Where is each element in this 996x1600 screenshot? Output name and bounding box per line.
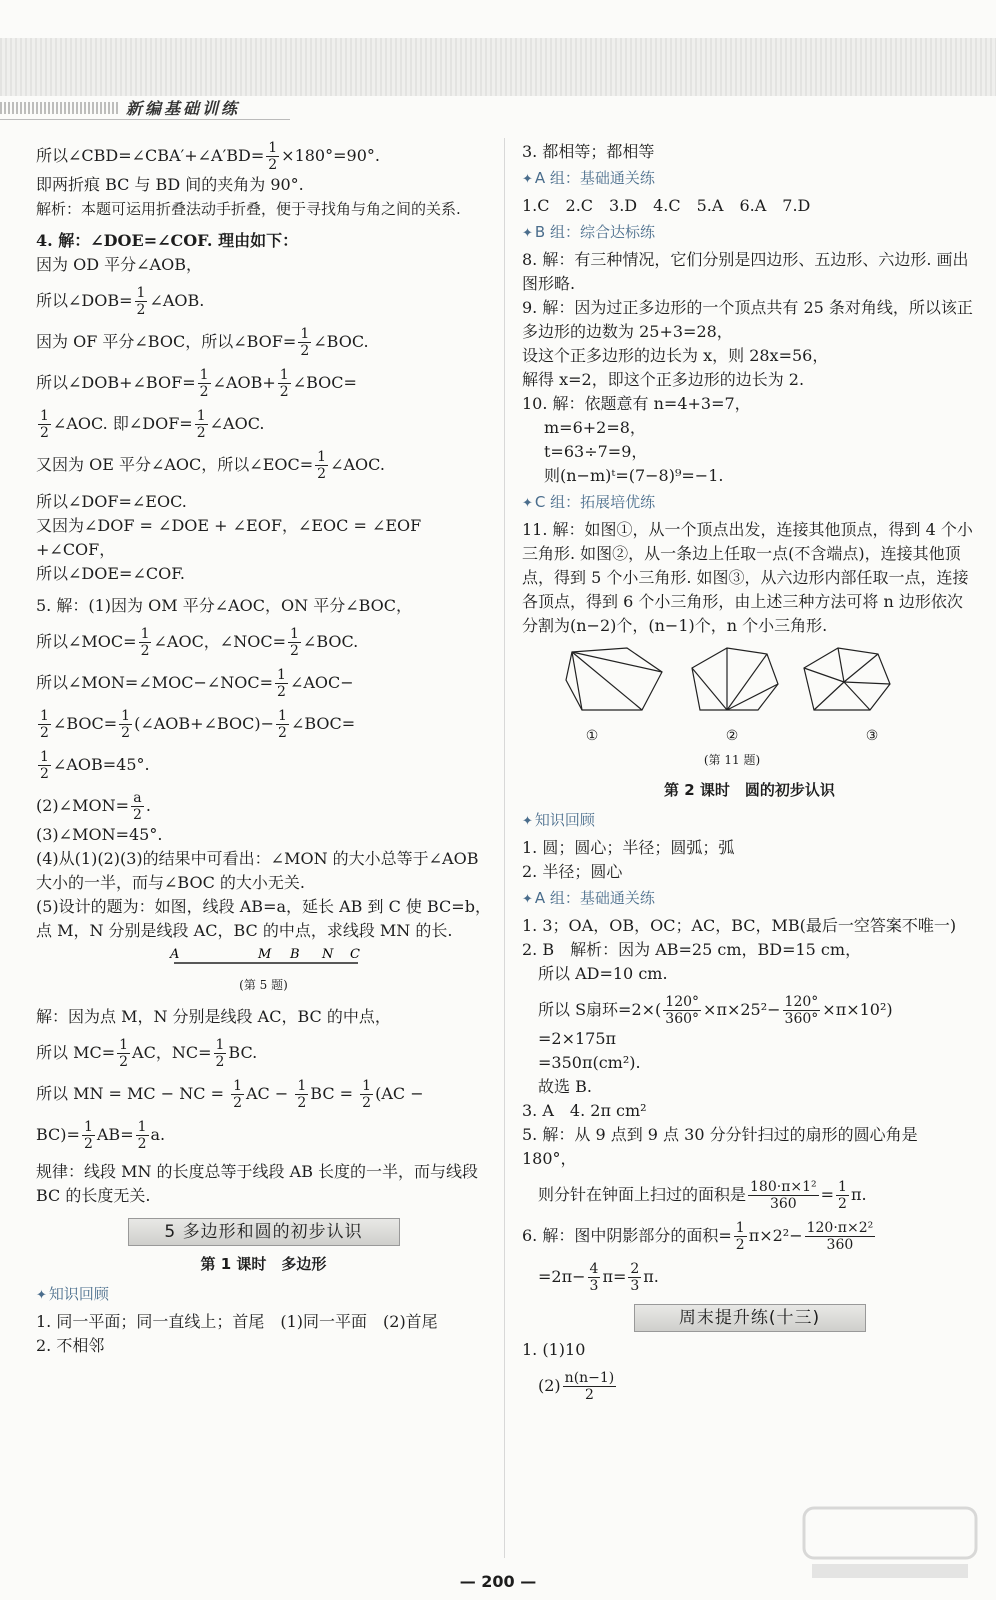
answer-line: 所以∠DOB+∠BOF= $\frac{1}{2}$ ∠AOB+ $\frac{1}{2}$ ∠BOC= <box>36 367 357 400</box>
watermark-logo <box>800 1502 980 1582</box>
answer-line: 11. 解：如图①，从一个顶点出发，连接其他顶点，得到 4 个小三角形. 如图②，从一条边上任取一点(不含端点)，连接其他顶点，得到 5 个小三角形. 如图③，从六边形内部任取一点，连接各顶点，得到 6 个小三角形，由上述三种方法可将 n 边形依次分割为(n−2)个，(n−1)个，n 个小三角形. <box>522 520 973 635</box>
answer-line: 设这个正多边形的边长为 x，则 28x=56， <box>522 346 829 365</box>
answer-line: 故选 B. <box>538 1077 592 1096</box>
fraction: $\frac{1}{2}$ <box>278 708 287 741</box>
fraction: $\frac{1}{2}$ <box>300 326 310 359</box>
answer-line: m=6+2=8， <box>544 418 646 437</box>
fraction: $\frac{1}{2}$ <box>137 1119 147 1152</box>
fraction: $\frac{1}{2}$ <box>119 1037 129 1070</box>
answer-line: t=63÷7=9， <box>544 442 648 461</box>
figure-5-caption: (第 5 题) <box>239 978 288 992</box>
fraction: $\frac{120^\circ}{360^\circ}$ <box>665 994 700 1027</box>
fraction: $\frac{1}{2}$ <box>140 626 150 659</box>
answer-line: 5. 解：从 9 点到 9 点 30 分分针扫过的扇形的圆心角是 180°， <box>522 1125 918 1168</box>
answer-line: 10. 解：依题意有 n=4+3=7， <box>522 394 751 413</box>
answer-line: 所以 MN = MC − NC = $\frac{1}{2}$ AC − $\frac{1}{2}$ BC = $\frac{1}{2}$ (AC − <box>36 1078 424 1111</box>
answer-line: 解得 x=2，即这个正多边形的边长为 2. <box>522 370 805 389</box>
answer-line: 所以∠MOC= $\frac{1}{2}$ ∠AOC，∠NOC= $\frac{1}{2}$ ∠BOC. <box>36 626 359 659</box>
figure-11-polygons <box>522 644 977 720</box>
section-label-group-a: ✦ A 组：基础通关练 <box>522 886 977 912</box>
answer-line: (2)∠MON= $\frac{a}{2}$ . <box>36 790 151 823</box>
fraction: $\frac{1}{2}$ <box>40 408 49 441</box>
fraction: $\frac{a}{2}$ <box>132 790 142 823</box>
fraction: $\frac{n(n-1)}{2}$ <box>564 1370 615 1403</box>
question-4-head: 4. 解：∠DOE=∠COF. 理由如下： <box>36 231 299 250</box>
answer-line: =350π(cm²). <box>538 1053 641 1072</box>
header-dot-pattern <box>0 102 118 114</box>
answer-line: 1. 3；OA，OB，OC；AC，BC，MB(最后一空答案不唯一) <box>522 916 957 935</box>
fraction: $\frac{1}{2}$ <box>121 708 131 741</box>
answer-line: 所以 MC= $\frac{1}{2}$ AC，NC= $\frac{1}{2}$ BC. <box>36 1037 258 1070</box>
hexagon-figure-2 <box>692 648 778 710</box>
running-header <box>0 96 300 120</box>
answer-line: (2) $\frac{n(n-1)}{2}$ <box>538 1370 615 1403</box>
answer-line: 3. A 4. 2π cm² <box>522 1101 647 1120</box>
answer-line: 9. 解：因为过正多边形的一个顶点共有 25 条对角线，所以该正多边形的边数为 25+3=28， <box>522 298 973 341</box>
fraction: $\frac{2}{3}$ <box>630 1261 640 1294</box>
answer-line: 2. 半径；圆心 <box>522 862 623 881</box>
section-banner: 周末提升练(十三) <box>634 1304 866 1332</box>
fraction: $\frac{1}{2}$ <box>297 1078 307 1111</box>
fraction: $\frac{1}{2}$ <box>136 285 146 318</box>
figure-11-caption: (第 11 题) <box>703 753 761 767</box>
running-title: 新编基础训练 <box>126 99 241 118</box>
fraction: $\frac{\text{180·π×1²}}{360}$ <box>750 1179 817 1212</box>
point-label-b: B <box>290 947 300 962</box>
answer-line: 3. 都相等；都相等 <box>522 142 655 161</box>
answer-line: 又因为∠DOF = ∠DOE + ∠EOF，∠EOC = ∠EOF +∠COF， <box>36 516 422 559</box>
fraction: $\frac{1}{2}$ <box>233 1078 242 1111</box>
answer-line: 1.C 2.C 3.D 4.C 5.A 6.A 7.D <box>522 196 811 215</box>
answer-line: $\frac{1}{2}$ ∠AOB=45°. <box>40 749 150 782</box>
analysis-note: 解析：本题可运用折叠法动手折叠，便于寻找角与角之间的关系. <box>36 200 461 218</box>
answer-line: 解：因为点 M，N 分别是线段 AC，BC 的中点， <box>36 1007 391 1026</box>
answer-line: 则(n−m)ᵗ=(7−8)⁹=−1. <box>544 466 724 485</box>
point-label-m: M <box>258 947 272 962</box>
fraction: $\frac{1}{2}$ <box>838 1179 847 1212</box>
hexagon-figure-1 <box>566 648 662 710</box>
hexagon-figure-3 <box>804 648 890 710</box>
top-scan-band <box>0 38 996 96</box>
fraction: $\frac{1}{2}$ <box>215 1037 225 1070</box>
section-label-review: ✦ 知识回顾 <box>36 1282 491 1308</box>
point-label-n: N <box>322 947 334 962</box>
answer-line: 所以∠CBD=∠CBA′+∠A′BD= $\frac{1}{2}$ ×180°=90°. <box>36 140 380 173</box>
answer-line: 2. B 解析：因为 AB=25 cm，BD=15 cm， <box>522 940 862 959</box>
answer-line: 所以 S扇环=2×( $\frac{120^\circ}{360^\circ}$ ×π×25²− $\frac{120^\circ}{360^\circ}$ ×π×10²) <box>538 994 893 1027</box>
answer-line: 则分针在钟面上扫过的面积是 $\frac{\text{180·π×1²}}{360}$ = $\frac{1}{2}$ π. <box>538 1179 867 1212</box>
left-column <box>36 140 491 1358</box>
fraction: $\frac{\text{120·π×2²}}{360}$ <box>806 1220 874 1253</box>
answer-line: $\frac{1}{2}$ ∠BOC= $\frac{1}{2}$ (∠AOB+∠BOC)− $\frac{1}{2}$ ∠BOC= <box>40 708 356 741</box>
fraction: $\frac{1}{2}$ <box>279 367 289 400</box>
answer-line: 因为 OF 平分∠BOC，所以∠BOF= $\frac{1}{2}$ ∠BOC. <box>36 326 369 359</box>
answer-line: 6. 解：图中阴影部分的面积= $\frac{1}{2}$ π×2²− $\frac{\text{120·π×2²}}{360}$ <box>522 1220 874 1253</box>
answer-line: 因为 OD 平分∠AOB， <box>36 255 202 274</box>
section-label-group-b: ✦ B 组：综合达标练 <box>522 220 977 246</box>
figure-5-segment <box>36 947 491 973</box>
answer-line: 所以∠DOF=∠EOC. <box>36 492 187 511</box>
fraction: $\frac{1}{2}$ <box>268 140 278 173</box>
figure-11-labels <box>522 724 942 748</box>
answer-line: 2. 不相邻 <box>36 1336 105 1355</box>
answer-line: 所以∠MON=∠MOC−∠NOC= $\frac{1}{2}$ ∠AOC− <box>36 667 354 700</box>
page-number: — 200 — <box>459 1572 537 1591</box>
answer-line: 所以∠DOB= $\frac{1}{2}$ ∠AOB. <box>36 285 205 318</box>
fraction: $\frac{120^\circ}{360^\circ}$ <box>784 994 819 1027</box>
section-banner: 5 多边形和圆的初步认识 <box>128 1218 400 1246</box>
answer-line: 又因为 OE 平分∠AOC，所以∠EOC= $\frac{1}{2}$ ∠AOC. <box>36 449 385 482</box>
answer-line: 1. 同一平面；同一直线上；首尾 (1)同一平面 (2)首尾 <box>36 1312 438 1331</box>
rule-note: 规律：线段 MN 的长度总等于线段 AB 长度的一半，而与线段 BC 的长度无关. <box>36 1162 479 1205</box>
answer-line: BC)= $\frac{1}{2}$ AB= $\frac{1}{2}$ a. <box>36 1119 166 1152</box>
fraction: $\frac{1}{2}$ <box>735 1220 745 1253</box>
answer-line: $\frac{1}{2}$ ∠AOC. 即∠DOF= $\frac{1}{2}$ ∠AOC. <box>40 408 265 441</box>
question-5-head: 5. 解：(1)因为 OM 平分∠AOC，ON 平分∠BOC， <box>36 596 413 615</box>
answer-line: (4)从(1)(2)(3)的结果中可看出：∠MON 的大小总等于∠AOB 大小的一半，而与∠BOC 的大小无关. <box>36 849 479 892</box>
lesson-title: 第 1 课时 多边形 <box>200 1255 327 1273</box>
section-label-group-c: ✦ C 组：拓展培优练 <box>522 490 977 516</box>
header-rule <box>0 119 290 120</box>
figure-label: ① <box>585 728 599 744</box>
fraction: $\frac{1}{2}$ <box>362 1078 372 1111</box>
answer-line: (3)∠MON=45°. <box>36 825 163 844</box>
fraction: $\frac{1}{2}$ <box>317 449 327 482</box>
point-label-a: A <box>170 947 180 962</box>
right-column <box>522 140 977 1403</box>
fraction: $\frac{1}{2}$ <box>199 367 209 400</box>
fraction: $\frac{1}{2}$ <box>83 1119 93 1152</box>
figure-label: ③ <box>865 728 879 744</box>
fraction: $\frac{1}{2}$ <box>40 749 49 782</box>
figure-label: ② <box>725 728 739 744</box>
fraction: $\frac{1}{2}$ <box>196 408 206 441</box>
answer-line: (5)设计的题为：如图，线段 AB=a，延长 AB 到 C 使 BC=b，点 M，N 分别是线段 AC，BC 的中点，求线段 MN 的长. <box>36 897 491 940</box>
fraction: $\frac{1}{2}$ <box>40 708 49 741</box>
answer-line: 即两折痕 BC 与 BD 间的夹角为 90°. <box>36 175 304 194</box>
point-label-c: C <box>350 947 360 962</box>
lesson-title: 第 2 课时 圆的初步认识 <box>664 781 835 799</box>
section-label-review: ✦ 知识回顾 <box>522 808 977 834</box>
answer-line: 1. 圆；圆心；半径；圆弧；弧 <box>522 838 735 857</box>
answer-line: 所以∠DOE=∠COF. <box>36 564 185 583</box>
answer-line: 8. 解：有三种情况，它们分别是四边形、五边形、六边形. 画出图形略. <box>522 250 969 293</box>
section-label-group-a: ✦ A 组：基础通关练 <box>522 166 977 192</box>
answer-line: =2π− $\frac{4}{3}$ π= $\frac{2}{3}$ π. <box>538 1261 659 1294</box>
answer-line: 所以 AD=10 cm. <box>538 964 668 983</box>
answer-line: 1. (1)10 <box>522 1340 586 1359</box>
column-divider <box>504 138 505 1558</box>
fraction: $\frac{1}{2}$ <box>289 626 299 659</box>
fraction: $\frac{4}{3}$ <box>589 1261 599 1294</box>
answer-line: =2×175π <box>538 1029 617 1048</box>
fraction: $\frac{1}{2}$ <box>277 667 286 700</box>
